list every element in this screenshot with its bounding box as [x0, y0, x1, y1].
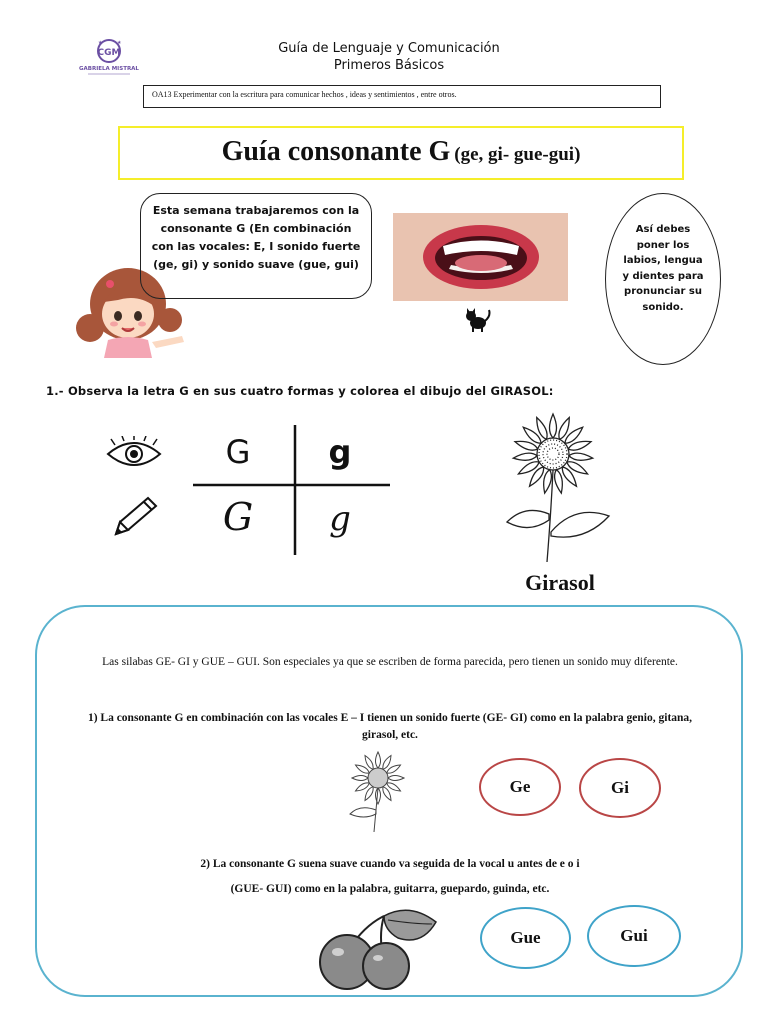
- panel-intro: Las silabas GE- GI y GUE – GUI. Son especiales ya que se escriben de forma parecida, pero tienen un sonido muy diferente.: [102, 656, 678, 668]
- rule-2-line-1: 2) La consonante G suena suave cuando va seguida de la vocal u antes de e o i: [200, 858, 580, 870]
- eye-icon: [105, 436, 163, 472]
- letter-print-lower: g: [328, 433, 352, 471]
- syllable-gue: Gue: [480, 907, 571, 969]
- rule-1: 1) La consonante G en combinación con las vocales E – I tienen un sonido fuerte (GE- GI) como en la palabra genio, gitana, girasol, etc.: [87, 712, 693, 741]
- mouth-photo: [393, 213, 568, 301]
- speech-bubble-left: Esta semana trabajaremos con la consonante G (En combinación con las vocales: E, I sonido fuerte (ge, gi) y sonido suave (gue, gui): [140, 193, 372, 299]
- rule-2-line-2: (GUE- GUI) como en la palabra, guitarra, guepardo, guinda, etc.: [230, 883, 550, 895]
- speech-bubble-right: Así debes poner los labios, lengua y dientes para pronunciar su sonido.: [605, 193, 721, 365]
- letter-cursive-lower: g: [329, 499, 351, 539]
- header-line2: Primeros Básicos: [333, 58, 445, 73]
- question-1: 1.- Observa la letra G en sus cuatro formas y colorea el dibujo del GIRASOL:: [46, 384, 554, 398]
- page-subtitle: (ge, gi- gue-gui): [454, 144, 581, 165]
- syllable-gui: Gui: [587, 905, 681, 967]
- sunflower-label: Girasol: [525, 570, 595, 595]
- page-header: [0, 40, 768, 74]
- cat-icon: [462, 306, 492, 332]
- title-box: [118, 126, 684, 180]
- svg-text:★: ★: [117, 40, 122, 46]
- svg-text:★: ★: [98, 40, 103, 46]
- letter-cursive-upper: G: [222, 495, 254, 539]
- small-sunflower-image: [330, 748, 430, 832]
- letter-print-upper: G: [225, 433, 251, 471]
- page-title: Guía consonante G: [221, 136, 451, 167]
- letter-grid: [190, 425, 390, 555]
- logo-initials: CGM: [97, 48, 121, 58]
- syllable-gi: Gi: [579, 758, 661, 818]
- logo-text: GABRIELA MISTRAL: [79, 66, 139, 72]
- cherries-image: [314, 906, 454, 990]
- syllable-ge: Ge: [479, 758, 561, 816]
- sunflower-image: [485, 412, 645, 562]
- pencil-icon: [110, 494, 162, 540]
- header-line1: Guía de Lenguaje y Comunicación: [278, 41, 500, 56]
- objective-box: OA13 Experimentar con la escritura para comunicar hechos , ideas y sentimientos , entre otros.: [143, 85, 661, 108]
